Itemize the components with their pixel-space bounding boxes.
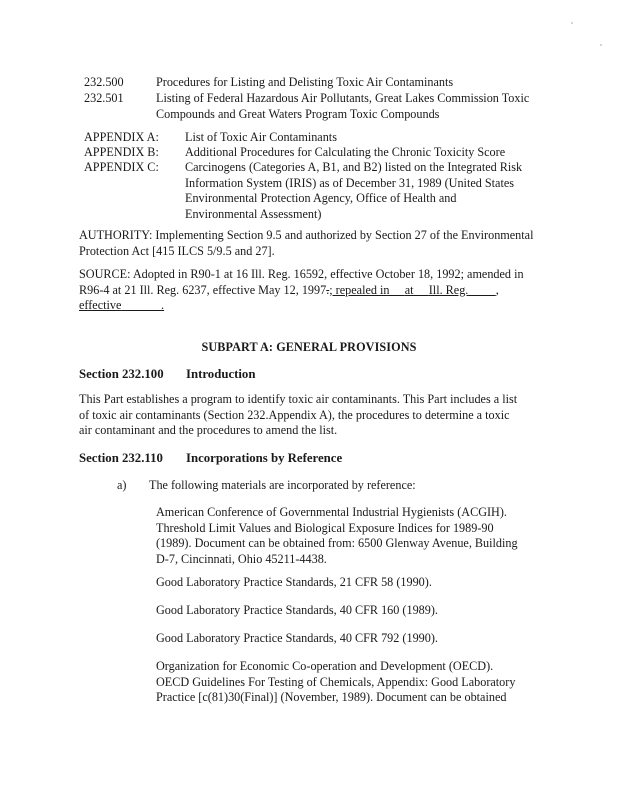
toc-number: 232.501 [84, 91, 124, 105]
added-text: . [161, 298, 165, 312]
added-text: ; repealed in [329, 282, 390, 297]
reference-entry: Organization for Economic Co-operation and Development (OECD). OECD Guidelines For Testing of Chemicals, Appendix: Good Laboratory Practice [c(81)30(Final)] (November, 1989). Document can be obtained [156, 659, 516, 704]
subsection-label: a) [117, 478, 127, 492]
appendix-label: APPENDIX C: [84, 160, 159, 174]
struck-text: . [326, 282, 330, 297]
appendix-title: Additional Procedures for Calculating the Chronic Toxicity Score [185, 145, 506, 159]
reference-entry: American Conference of Governmental Industrial Hygienists (ACGIH). Threshold Limit Values and Biological Exposure Indices for 1989-90 (1989). Document can be obtained from: 6500 Glenway Avenue, Building D-7, Cincinnati, Ohio 45211-4438. [156, 505, 518, 566]
scan-speck [571, 22, 573, 24]
appendix-label: APPENDIX A: [84, 130, 159, 144]
appendix-title: Carcinogens (Categories A, B1, and B2) listed on the Integrated Risk Information System (IRIS) as of December 31, 1989 (United States Environmental Protection Agency, Office of Health and Environmental Assessment) [185, 160, 523, 221]
added-text: , [495, 282, 499, 297]
section-title: Incorporations by Reference [186, 451, 343, 465]
subsection-text: The following materials are incorporated by reference: [149, 478, 416, 492]
reference-entry: Good Laboratory Practice Standards, 40 CFR 792 (1990). [156, 631, 438, 645]
subpart-heading: SUBPART A: GENERAL PROVISIONS [201, 340, 417, 354]
reference-entry: Good Laboratory Practice Standards, 40 CFR 160 (1989). [156, 603, 438, 617]
added-text: Ill. Reg. [428, 282, 469, 297]
toc-title: Procedures for Listing and Delisting Toxic Air Contaminants [156, 75, 454, 89]
reference-entry: Good Laboratory Practice Standards, 21 CFR 58 (1990). [156, 575, 432, 589]
source-note [79, 267, 539, 314]
toc-number: 232.500 [84, 75, 124, 89]
section-number: Section 232.110 [79, 451, 163, 465]
source-text: SOURCE: Adopted in R90-1 at 16 Ill. Reg. 16592, effective October 18, 1992; amended in R96-4 at 21 Ill. Reg. 6237, effective May 12, 1997 [79, 267, 524, 297]
added-text: at [404, 282, 414, 297]
authority-note: AUTHORITY: Implementing Section 9.5 and authorized by Section 27 of the Environmental Protection Act [415 ILCS 5/9.5 and 27]. [79, 228, 534, 258]
appendix-label: APPENDIX B: [84, 145, 159, 159]
scan-speck [600, 44, 602, 46]
toc-title: Listing of Federal Hazardous Air Pollutants, Great Lakes Commission Toxic Compounds and Great Waters Program Toxic Compounds [156, 91, 530, 121]
section-title: Introduction [186, 367, 256, 381]
section-body: This Part establishes a program to identify toxic air contaminants. This Part includes a list of toxic air contaminants (Section 232.Appendix A), the procedures to determine a toxic air contaminant and the procedures to amend the list. [79, 392, 518, 437]
section-number: Section 232.100 [79, 367, 164, 381]
added-text: effective [79, 298, 122, 312]
appendix-title: List of Toxic Air Contaminants [185, 130, 337, 144]
